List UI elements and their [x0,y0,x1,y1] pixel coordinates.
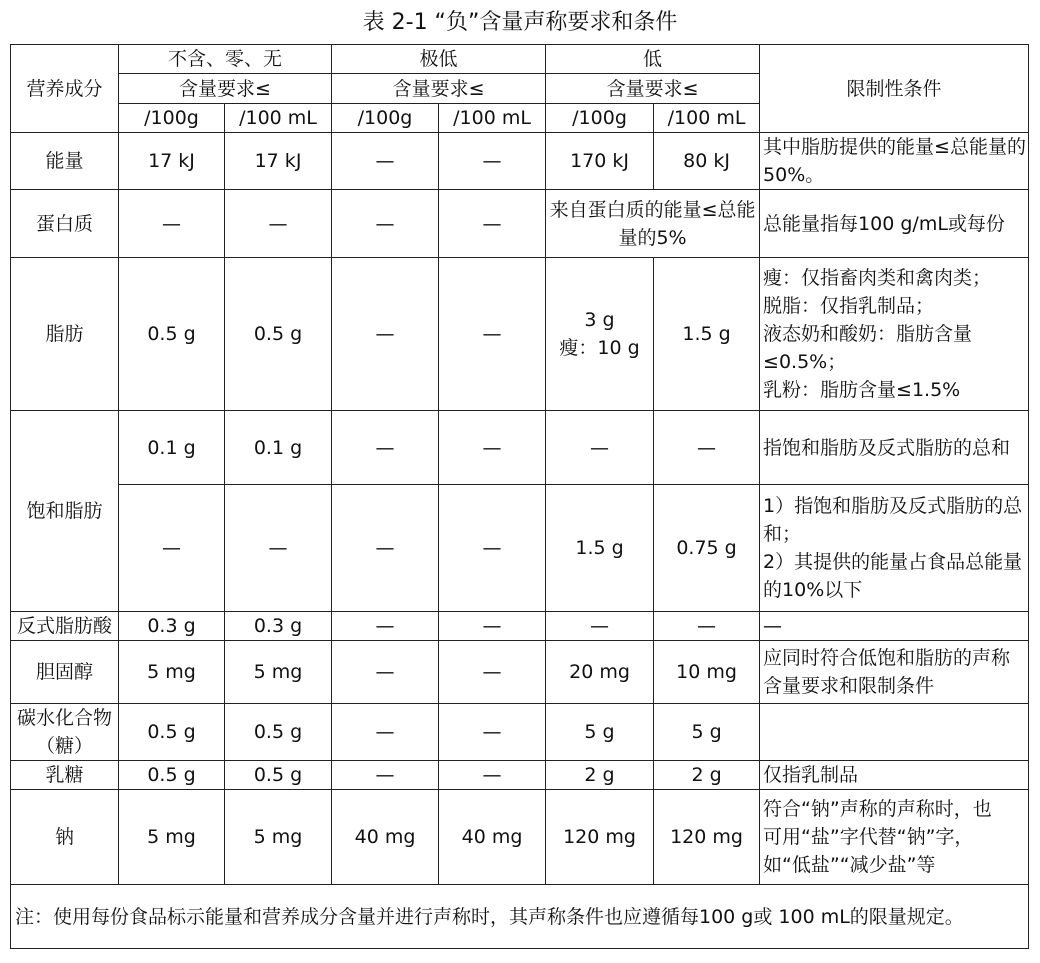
cell-value: 120 mg [654,790,760,885]
condition-line: 瘦：仅指畜肉类和禽肉类； [763,267,992,289]
cell-value: 0.5 g [119,704,225,761]
cell-value: — [439,133,546,190]
cell-value: — [119,485,225,612]
header-content-req: 含量要求≤ [119,74,332,104]
cell-value: — [439,190,546,258]
header-per-100g: /100g [332,104,439,133]
table-row-sat-fat-a [11,411,1029,485]
cell-value: 5 mg [225,790,332,885]
header-per-100ml: /100 mL [439,104,546,133]
cell-value: — [439,485,546,612]
cell-value: — [332,641,439,704]
header-content-req: 含量要求≤ [546,74,760,104]
cell-line: 3 g [584,309,615,331]
cell-value: 0.3 g [225,612,332,641]
condition-line: 1）指饱和脂肪及反式脂肪的总和； [763,495,1023,545]
table-row-cholesterol [11,641,1029,704]
row-label: 钠 [11,790,119,885]
cell-value: 0.5 g [225,704,332,761]
table-row-energy [11,133,1029,190]
claim-conditions-table [10,44,1029,949]
header-group-none: 不含、零、无 [119,45,332,74]
row-label: 碳水化合物（糖） [11,704,119,761]
row-label: 能量 [11,133,119,190]
row-label: 饱和脂肪 [11,411,119,612]
cell-value: — [225,485,332,612]
row-label: 反式脂肪酸 [11,612,119,641]
header-per-100ml: /100 mL [225,104,332,133]
cell-value: 0.75 g [654,485,760,612]
cell-condition [760,704,1029,761]
cell-condition: 其中脂肪提供的能量≤总能量的50%。 [760,133,1029,190]
cell-value: — [546,612,654,641]
cell-value: 0.5 g [119,258,225,411]
cell-value: — [439,612,546,641]
cell-value: — [332,485,439,612]
cell-condition: 总能量指每100 g/mL或每份 [760,190,1029,258]
cell-value: 5 g [546,704,654,761]
table-row-lactose [11,761,1029,790]
header-content-req: 含量要求≤ [332,74,546,104]
cell-value: 0.5 g [225,258,332,411]
row-label: 脂肪 [11,258,119,411]
cell-value [546,258,654,411]
cell-value: — [332,133,439,190]
cell-value: 120 mg [546,790,654,885]
cell-value: 40 mg [332,790,439,885]
condition-line: 2）其提供的能量占食品总能量的10%以下 [763,551,1023,601]
header-per-100ml: /100 mL [654,104,760,133]
cell-value: — [332,704,439,761]
condition-line: 乳粉：脂肪含量≤1.5% [763,379,961,401]
cell-value: — [439,411,546,485]
cell-value-low: 来自蛋白质的能量≤总能量的5% [546,190,760,258]
cell-value: — [332,190,439,258]
condition-line: 如“低盐”“减少盐”等 [763,854,936,876]
cell-value: 10 mg [654,641,760,704]
cell-value: 40 mg [439,790,546,885]
condition-line: 液态奶和酸奶：脂肪含量≤0.5%； [763,323,973,373]
cell-value: — [225,190,332,258]
cell-value: — [332,258,439,411]
row-label: 胆固醇 [11,641,119,704]
table-row-trans-fat [11,612,1029,641]
cell-value: 0.3 g [119,612,225,641]
cell-value: 5 mg [119,641,225,704]
header-group-very-low: 极低 [332,45,546,74]
cell-value: — [439,761,546,790]
cell-condition [760,790,1029,885]
cell-value: — [332,761,439,790]
cell-value: 5 g [654,704,760,761]
row-label: 乳糖 [11,761,119,790]
cell-value: 1.5 g [546,485,654,612]
cell-value: — [332,612,439,641]
cell-value: 170 kJ [546,133,654,190]
table-row-fat [11,258,1029,411]
table-row-sodium [11,790,1029,885]
table-row-carb [11,704,1029,761]
condition-line: 可用“盐”字代替“钠”字， [763,826,974,848]
cell-value: — [439,704,546,761]
cell-value: — [654,612,760,641]
cell-value: 17 kJ [225,133,332,190]
cell-value: 5 mg [225,641,332,704]
cell-condition: 指饱和脂肪及反式脂肪的总和 [760,411,1029,485]
header-per-100g: /100g [546,104,654,133]
cell-value: 0.1 g [225,411,332,485]
cell-value: 0.5 g [225,761,332,790]
cell-condition: 应同时符合低饱和脂肪的声称含量要求和限制条件 [760,641,1029,704]
table-row-protein [11,190,1029,258]
condition-line: 脱脂：仅指乳制品； [763,295,935,317]
header-row-1 [11,45,1029,74]
header-group-low: 低 [546,45,760,74]
table-row-sat-fat-b [11,485,1029,612]
cell-condition [760,485,1029,612]
cell-value: 20 mg [546,641,654,704]
cell-value: 2 g [546,761,654,790]
header-per-100g: /100g [119,104,225,133]
cell-value: 5 mg [119,790,225,885]
table-note: 注：使用每份食品标示能量和营养成分含量并进行声称时，其声称条件也应遵循每100 g或 100 mL的限量规定。 [11,885,1029,949]
cell-value: — [546,411,654,485]
cell-value: 0.5 g [119,761,225,790]
cell-value: 2 g [654,761,760,790]
cell-value: — [332,411,439,485]
cell-value: — [439,641,546,704]
cell-value: 0.1 g [119,411,225,485]
header-condition: 限制性条件 [760,45,1029,133]
header-nutrient: 营养成分 [11,45,119,133]
cell-value: — [119,190,225,258]
cell-line: 瘦：10 g [559,337,640,359]
cell-value: — [654,411,760,485]
cell-value: 1.5 g [654,258,760,411]
table-note-row [11,885,1029,949]
row-label: 蛋白质 [11,190,119,258]
cell-condition [760,258,1029,411]
cell-value: 17 kJ [119,133,225,190]
condition-line: 符合“钠”声称的声称时，也 [763,798,992,820]
cell-value: — [439,258,546,411]
cell-condition: — [760,612,1029,641]
table-title: 表 2-1 “负”含量声称要求和条件 [362,10,678,35]
cell-value: 80 kJ [654,133,760,190]
cell-condition: 仅指乳制品 [760,761,1029,790]
